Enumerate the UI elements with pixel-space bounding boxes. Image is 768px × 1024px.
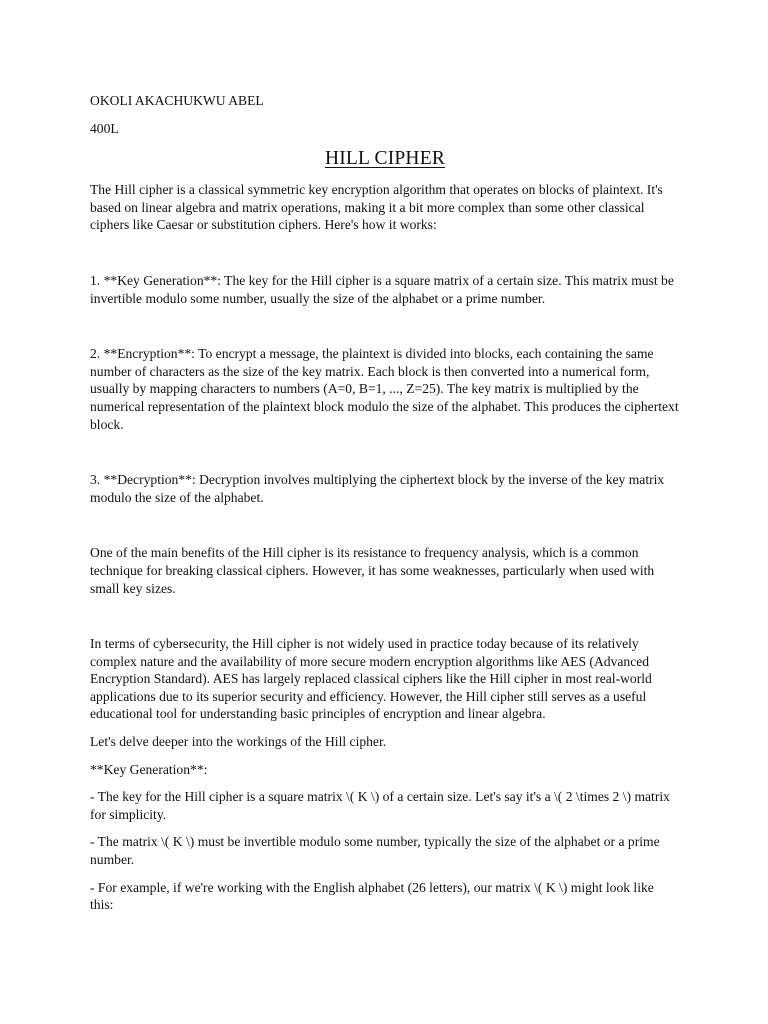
intro-paragraph: The Hill cipher is a classical symmetric key encryption algorithm that operates on blocks of plaintext. It's based on linear algebra and matrix operations, making it a bit more complex than some other classical ciphers like Caesar or substitution ciphers. Here's how it works: (90, 182, 663, 233)
student-level: 400L (90, 120, 119, 136)
author-name: OKOLI AKACHUKWU ABEL (90, 93, 264, 108)
spacer (90, 597, 680, 635)
spacer (90, 778, 680, 788)
decryption-paragraph: 3. **Decryption**: Decryption involves multiplying the ciphertext block by the inverse of the key matrix modulo the size of the alphabet. (90, 472, 665, 505)
document-body (90, 92, 680, 914)
key-bullet-1: - The key for the Hill cipher is a square matrix \( K \) of a certain size. Let's say it's a \( 2 \times 2 \) matrix for simplicity. (90, 789, 670, 822)
spacer (90, 433, 680, 471)
spacer (90, 751, 680, 761)
encryption-paragraph: 2. **Encryption**: To encrypt a message, the plaintext is divided into blocks, each containing the same number of characters as the size of the key matrix. Each block is then converted into a numerical form, usually by mapping characters to numbers (A=0, B=1, ..., Z=25). The key matrix is multiplied by the numerical representation of the plaintext block modulo the size of the alphabet. This produces the ciphertext block. (90, 346, 679, 432)
benefits-paragraph: One of the main benefits of the Hill cipher is its resistance to frequency analysis, which is a common technique for breaking classical ciphers. However, it has some weaknesses, particularly when used with small key sizes. (90, 545, 655, 596)
key-generation-heading: **Key Generation**: (90, 761, 208, 777)
key-bullet-3: - For example, if we're working with the English alphabet (26 letters), our matrix \( K \) might look like this: (90, 879, 654, 913)
delve-paragraph: Let's delve deeper into the workings of the Hill cipher. (90, 734, 387, 750)
spacer (90, 506, 680, 544)
document-title: HILL CIPHER (324, 148, 446, 170)
spacer (90, 307, 680, 345)
key-generation-paragraph: 1. **Key Generation**: The key for the Hill cipher is a square matrix of a certain size. This matrix must be invertible modulo some number, usually the size of the alphabet or a prime number. (90, 272, 674, 306)
key-bullet-2: - The matrix \( K \) must be invertible modulo some number, typically the size of the alphabet or a prime number. (90, 834, 660, 868)
spacer (90, 234, 680, 272)
cybersecurity-paragraph: In terms of cybersecurity, the Hill cipher is not widely used in practice today because of its relatively complex nature and the availability of more secure modern encryption algorithms like AES (Advanced Encryption Standard). AES has largely replaced classical ciphers like the Hill cipher in most real-world applications due to its superior security and efficiency. However, the Hill cipher still serves as a useful educational tool for understanding basic principles of encryption and linear algebra. (90, 636, 652, 722)
spacer (90, 869, 680, 879)
spacer (90, 823, 680, 833)
spacer (90, 723, 680, 733)
